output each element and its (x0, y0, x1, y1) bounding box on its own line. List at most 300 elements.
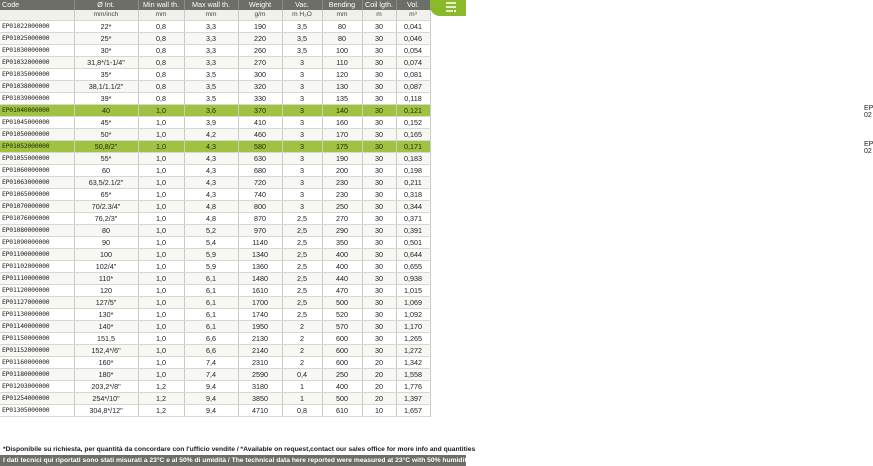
table-row (0, 189, 430, 201)
table-row (0, 273, 430, 285)
cell-max-wall: 9,4 (184, 381, 238, 393)
cell-bending: 200 (322, 165, 362, 177)
cell-weight: 800 (238, 201, 282, 213)
cell-bending: 175 (322, 141, 362, 153)
cell-max-wall: 3,5 (184, 69, 238, 81)
table-row (0, 345, 430, 357)
cell-volume: 0,371 (396, 213, 430, 225)
cell-max-wall: 3,5 (184, 93, 238, 105)
cell-max-wall: 5,9 (184, 249, 238, 261)
cell-inner-diameter: 76,2/3" (74, 213, 138, 225)
cell-bending: 140 (322, 105, 362, 117)
unit-max-wall: mm (184, 10, 238, 21)
cell-inner-diameter: 203,2*/8" (74, 381, 138, 393)
cell-min-wall: 1,2 (138, 393, 184, 405)
cell-bending: 120 (322, 69, 362, 81)
cell-volume: 0,391 (396, 225, 430, 237)
cell-code: EP01203000000 (0, 381, 74, 393)
cell-volume: 0,501 (396, 237, 430, 249)
cell-min-wall: 1,2 (138, 381, 184, 393)
cell-inner-diameter: 40 (74, 105, 138, 117)
spec-table (0, 0, 431, 417)
cell-code: EP01070000000 (0, 201, 74, 213)
header-code: Code (0, 0, 74, 10)
cell-volume: 0,118 (396, 93, 430, 105)
cell-weight: 630 (238, 153, 282, 165)
cell-weight: 3850 (238, 393, 282, 405)
cell-bending: 400 (322, 249, 362, 261)
cell-vacuum: 0,4 (282, 369, 322, 381)
cell-min-wall: 0,8 (138, 81, 184, 93)
cell-min-wall: 1,0 (138, 273, 184, 285)
cell-min-wall: 1,0 (138, 297, 184, 309)
cell-min-wall: 1,0 (138, 249, 184, 261)
cell-weight: 1610 (238, 285, 282, 297)
cell-coil-length: 30 (362, 321, 396, 333)
unit-bending: mm (322, 10, 362, 21)
cell-weight: 2590 (238, 369, 282, 381)
cell-bending: 570 (322, 321, 362, 333)
table-row (0, 321, 430, 333)
cell-inner-diameter: 65* (74, 189, 138, 201)
cell-bending: 500 (322, 297, 362, 309)
cell-max-wall: 6,6 (184, 333, 238, 345)
table-row (0, 213, 430, 225)
cell-min-wall: 1,0 (138, 105, 184, 117)
cell-max-wall: 5,2 (184, 225, 238, 237)
cell-min-wall: 1,0 (138, 357, 184, 369)
cell-bending: 80 (322, 33, 362, 45)
cell-code: EP01076000000 (0, 213, 74, 225)
brand-logo-icon (444, 1, 458, 13)
cell-bending: 600 (322, 345, 362, 357)
cell-max-wall: 3,3 (184, 33, 238, 45)
cell-max-wall: 5,4 (184, 237, 238, 249)
cell-code: EP01032000000 (0, 57, 74, 69)
cell-weight: 270 (238, 57, 282, 69)
cell-max-wall: 3,6 (184, 105, 238, 117)
cell-coil-length: 30 (362, 333, 396, 345)
cell-coil-length: 30 (362, 45, 396, 57)
header-volume: Vol. (396, 0, 430, 10)
cell-vacuum: 3 (282, 69, 322, 81)
cell-weight: 740 (238, 189, 282, 201)
cell-vacuum: 1 (282, 381, 322, 393)
cell-bending: 440 (322, 273, 362, 285)
cell-vacuum: 3 (282, 153, 322, 165)
cell-coil-length: 20 (362, 393, 396, 405)
cell-bending: 600 (322, 333, 362, 345)
header-min-wall: Min wall th. (138, 0, 184, 10)
table-row (0, 21, 430, 33)
table-row (0, 177, 430, 189)
cell-max-wall: 6,1 (184, 309, 238, 321)
brand-logo (430, 0, 466, 16)
cell-inner-diameter: 35* (74, 69, 138, 81)
cell-vacuum: 3,5 (282, 33, 322, 45)
cell-code: EP01180000000 (0, 369, 74, 381)
notes-column (430, 0, 873, 466)
cell-code: EP01150000000 (0, 333, 74, 345)
table-row (0, 261, 430, 273)
cell-vacuum: 2,5 (282, 309, 322, 321)
cell-weight: 720 (238, 177, 282, 189)
cell-code: EP01305000000 (0, 405, 74, 417)
cell-inner-diameter: 80 (74, 225, 138, 237)
cell-vacuum: 3 (282, 129, 322, 141)
header-weight: Weight (238, 0, 282, 10)
cell-inner-diameter: 45* (74, 117, 138, 129)
cell-weight: 460 (238, 129, 282, 141)
cell-volume: 1,272 (396, 345, 430, 357)
availability-footnote: *Disponibile su richiesta, per quantità da concordare con l'ufficio vendite / *Available on request,contact our sales office for more info and quantities (0, 444, 466, 455)
cell-vacuum: 3,5 (282, 45, 322, 57)
cell-volume: 0,165 (396, 129, 430, 141)
cell-bending: 600 (322, 357, 362, 369)
cell-inner-diameter: 180* (74, 369, 138, 381)
cell-volume: 1,342 (396, 357, 430, 369)
cell-min-wall: 0,8 (138, 93, 184, 105)
cell-vacuum: 2,5 (282, 237, 322, 249)
cell-max-wall: 4,3 (184, 153, 238, 165)
cell-code: EP01152000000 (0, 345, 74, 357)
cell-coil-length: 30 (362, 225, 396, 237)
cell-bending: 520 (322, 309, 362, 321)
cell-volume: 0,183 (396, 153, 430, 165)
cell-inner-diameter: 160* (74, 357, 138, 369)
cell-bending: 190 (322, 153, 362, 165)
cell-coil-length: 30 (362, 165, 396, 177)
unit-coil-length: m (362, 10, 396, 21)
cell-volume: 1,069 (396, 297, 430, 309)
cell-coil-length: 30 (362, 189, 396, 201)
row-note: EP 02 (864, 105, 873, 119)
cell-inner-diameter: 31,8*/1-1/4" (74, 57, 138, 69)
cell-coil-length: 20 (362, 357, 396, 369)
cell-min-wall: 1,0 (138, 309, 184, 321)
table-row (0, 393, 430, 405)
cell-min-wall: 1,0 (138, 321, 184, 333)
cell-max-wall: 9,4 (184, 405, 238, 417)
cell-volume: 0,121 (396, 105, 430, 117)
cell-volume: 0,041 (396, 21, 430, 33)
cell-inner-diameter: 120 (74, 285, 138, 297)
cell-max-wall: 5,9 (184, 261, 238, 273)
cell-min-wall: 1,0 (138, 261, 184, 273)
cell-max-wall: 7,4 (184, 357, 238, 369)
cell-code: EP01050000000 (0, 129, 74, 141)
cell-vacuum: 2,5 (282, 297, 322, 309)
table-row (0, 225, 430, 237)
cell-max-wall: 6,1 (184, 273, 238, 285)
row-note: EP 02 (864, 141, 873, 155)
cell-volume: 1,657 (396, 405, 430, 417)
cell-weight: 3180 (238, 381, 282, 393)
cell-inner-diameter: 127/5" (74, 297, 138, 309)
table-row (0, 285, 430, 297)
cell-coil-length: 30 (362, 297, 396, 309)
cell-volume: 0,655 (396, 261, 430, 273)
header-max-wall: Max wall th. (184, 0, 238, 10)
cell-vacuum: 3 (282, 57, 322, 69)
cell-weight: 190 (238, 21, 282, 33)
cell-volume: 1,170 (396, 321, 430, 333)
cell-volume: 0,046 (396, 33, 430, 45)
cell-min-wall: 1,0 (138, 153, 184, 165)
table-row (0, 369, 430, 381)
cell-inner-diameter: 55* (74, 153, 138, 165)
table-row (0, 33, 430, 45)
cell-weight: 580 (238, 141, 282, 153)
cell-min-wall: 1,0 (138, 213, 184, 225)
cell-vacuum: 2,5 (282, 261, 322, 273)
cell-vacuum: 2 (282, 333, 322, 345)
cell-bending: 290 (322, 225, 362, 237)
cell-vacuum: 2,5 (282, 225, 322, 237)
cell-code: EP01110000000 (0, 273, 74, 285)
cell-coil-length: 30 (362, 141, 396, 153)
cell-volume: 0,081 (396, 69, 430, 81)
cell-bending: 230 (322, 189, 362, 201)
cell-code: EP01102000000 (0, 261, 74, 273)
cell-coil-length: 30 (362, 249, 396, 261)
cell-min-wall: 1,0 (138, 141, 184, 153)
cell-weight: 870 (238, 213, 282, 225)
unit-min-wall: mm (138, 10, 184, 21)
cell-code: EP01030000000 (0, 45, 74, 57)
cell-max-wall: 4,2 (184, 129, 238, 141)
cell-volume: 0,074 (396, 57, 430, 69)
spec-table-body (0, 21, 430, 417)
cell-code: EP01035000000 (0, 69, 74, 81)
cell-bending: 350 (322, 237, 362, 249)
cell-min-wall: 1,0 (138, 165, 184, 177)
cell-min-wall: 1,0 (138, 189, 184, 201)
cell-bending: 130 (322, 81, 362, 93)
cell-vacuum: 3 (282, 177, 322, 189)
cell-weight: 330 (238, 93, 282, 105)
table-row (0, 57, 430, 69)
cell-coil-length: 30 (362, 105, 396, 117)
table-row (0, 237, 430, 249)
header-bending: Bending (322, 0, 362, 10)
unit-vacuum: m H₂O (282, 10, 322, 21)
cell-weight: 1950 (238, 321, 282, 333)
cell-vacuum: 2,5 (282, 249, 322, 261)
cell-coil-length: 30 (362, 309, 396, 321)
cell-inner-diameter: 25* (74, 33, 138, 45)
cell-vacuum: 3 (282, 105, 322, 117)
cell-max-wall: 3,3 (184, 45, 238, 57)
cell-coil-length: 30 (362, 201, 396, 213)
cell-min-wall: 1,0 (138, 345, 184, 357)
cell-vacuum: 3 (282, 117, 322, 129)
cell-volume: 0,171 (396, 141, 430, 153)
cell-volume: 0,054 (396, 45, 430, 57)
table-row (0, 405, 430, 417)
header-vacuum: Vac. (282, 0, 322, 10)
unit-code (0, 10, 74, 21)
cell-vacuum: 3 (282, 165, 322, 177)
table-row (0, 81, 430, 93)
table-row (0, 93, 430, 105)
cell-max-wall: 4,8 (184, 201, 238, 213)
cell-min-wall: 1,0 (138, 129, 184, 141)
cell-min-wall: 0,8 (138, 69, 184, 81)
cell-code: EP01254000000 (0, 393, 74, 405)
cell-bending: 610 (322, 405, 362, 417)
cell-coil-length: 30 (362, 69, 396, 81)
cell-min-wall: 1,0 (138, 117, 184, 129)
cell-vacuum: 2,5 (282, 285, 322, 297)
cell-min-wall: 1,0 (138, 177, 184, 189)
cell-inner-diameter: 254*/10" (74, 393, 138, 405)
cell-vacuum: 0,8 (282, 405, 322, 417)
cell-code: EP01127000000 (0, 297, 74, 309)
cell-bending: 100 (322, 45, 362, 57)
cell-bending: 500 (322, 393, 362, 405)
table-row (0, 105, 430, 117)
measurement-footnote: I dati tecnici qui riportati sono stati misurati a 23°C e al 50% di umidità / The technical data here reported were measured at 23°C with 50% humidity (0, 455, 466, 466)
cell-inner-diameter: 50,8/2" (74, 141, 138, 153)
cell-min-wall: 1,0 (138, 285, 184, 297)
cell-code: EP01022000000 (0, 21, 74, 33)
cell-bending: 400 (322, 381, 362, 393)
cell-code: EP01130000000 (0, 309, 74, 321)
header-row (0, 0, 430, 10)
cell-inner-diameter: 110* (74, 273, 138, 285)
cell-weight: 2130 (238, 333, 282, 345)
cell-bending: 170 (322, 129, 362, 141)
cell-max-wall: 4,3 (184, 141, 238, 153)
cell-vacuum: 2,5 (282, 273, 322, 285)
cell-min-wall: 1,0 (138, 201, 184, 213)
cell-bending: 160 (322, 117, 362, 129)
cell-coil-length: 30 (362, 177, 396, 189)
cell-coil-length: 30 (362, 237, 396, 249)
cell-coil-length: 30 (362, 153, 396, 165)
cell-vacuum: 3 (282, 189, 322, 201)
cell-max-wall: 3,5 (184, 81, 238, 93)
cell-bending: 110 (322, 57, 362, 69)
cell-vacuum: 2,5 (282, 213, 322, 225)
cell-max-wall: 6,1 (184, 285, 238, 297)
table-row (0, 69, 430, 81)
cell-inner-diameter: 30* (74, 45, 138, 57)
cell-vacuum: 3 (282, 141, 322, 153)
cell-weight: 1740 (238, 309, 282, 321)
cell-weight: 260 (238, 45, 282, 57)
header-inner-diameter: Ø Int. (74, 0, 138, 10)
cell-volume: 1,776 (396, 381, 430, 393)
cell-coil-length: 30 (362, 117, 396, 129)
cell-code: EP01065000000 (0, 189, 74, 201)
cell-code: EP01039000000 (0, 93, 74, 105)
cell-coil-length: 30 (362, 261, 396, 273)
cell-code: EP01060000000 (0, 165, 74, 177)
header-coil-length: Coil lgth. (362, 0, 396, 10)
cell-max-wall: 4,3 (184, 177, 238, 189)
table-row (0, 45, 430, 57)
table-row (0, 153, 430, 165)
table-row (0, 249, 430, 261)
cell-inner-diameter: 102/4" (74, 261, 138, 273)
cell-weight: 2140 (238, 345, 282, 357)
unit-weight: g/m (238, 10, 282, 21)
cell-weight: 370 (238, 105, 282, 117)
cell-min-wall: 1,0 (138, 225, 184, 237)
cell-min-wall: 1,0 (138, 237, 184, 249)
table-row (0, 117, 430, 129)
cell-weight: 1140 (238, 237, 282, 249)
cell-coil-length: 30 (362, 57, 396, 69)
cell-inner-diameter: 60 (74, 165, 138, 177)
table-row (0, 309, 430, 321)
cell-weight: 1480 (238, 273, 282, 285)
table-row (0, 129, 430, 141)
cell-coil-length: 30 (362, 81, 396, 93)
cell-vacuum: 3 (282, 81, 322, 93)
cell-bending: 470 (322, 285, 362, 297)
cell-code: EP01120000000 (0, 285, 74, 297)
cell-max-wall: 4,3 (184, 189, 238, 201)
cell-volume: 0,198 (396, 165, 430, 177)
cell-max-wall: 6,6 (184, 345, 238, 357)
table-row (0, 357, 430, 369)
cell-coil-length: 20 (362, 369, 396, 381)
cell-inner-diameter: 152,4*/6" (74, 345, 138, 357)
cell-coil-length: 30 (362, 273, 396, 285)
cell-volume: 0,344 (396, 201, 430, 213)
cell-volume: 0,152 (396, 117, 430, 129)
cell-coil-length: 30 (362, 33, 396, 45)
cell-vacuum: 2 (282, 357, 322, 369)
cell-max-wall: 6,1 (184, 297, 238, 309)
cell-max-wall: 7,4 (184, 369, 238, 381)
cell-volume: 1,092 (396, 309, 430, 321)
cell-min-wall: 1,2 (138, 405, 184, 417)
cell-bending: 250 (322, 369, 362, 381)
table-row (0, 141, 430, 153)
cell-max-wall: 9,4 (184, 393, 238, 405)
cell-inner-diameter: 130* (74, 309, 138, 321)
cell-weight: 970 (238, 225, 282, 237)
cell-coil-length: 30 (362, 345, 396, 357)
cell-weight: 1360 (238, 261, 282, 273)
cell-code: EP01140000000 (0, 321, 74, 333)
cell-coil-length: 10 (362, 405, 396, 417)
cell-bending: 80 (322, 21, 362, 33)
table-row (0, 297, 430, 309)
cell-volume: 1,015 (396, 285, 430, 297)
table-row (0, 165, 430, 177)
cell-inner-diameter: 63,5/2.1/2" (74, 177, 138, 189)
cell-bending: 135 (322, 93, 362, 105)
cell-code: EP01055000000 (0, 153, 74, 165)
cell-max-wall: 6,1 (184, 321, 238, 333)
cell-coil-length: 30 (362, 129, 396, 141)
cell-bending: 250 (322, 201, 362, 213)
cell-min-wall: 0,8 (138, 45, 184, 57)
cell-code: EP01080000000 (0, 225, 74, 237)
cell-min-wall: 1,0 (138, 333, 184, 345)
cell-volume: 0,938 (396, 273, 430, 285)
cell-inner-diameter: 140* (74, 321, 138, 333)
cell-volume: 1,558 (396, 369, 430, 381)
cell-bending: 400 (322, 261, 362, 273)
cell-inner-diameter: 50* (74, 129, 138, 141)
cell-coil-length: 20 (362, 381, 396, 393)
